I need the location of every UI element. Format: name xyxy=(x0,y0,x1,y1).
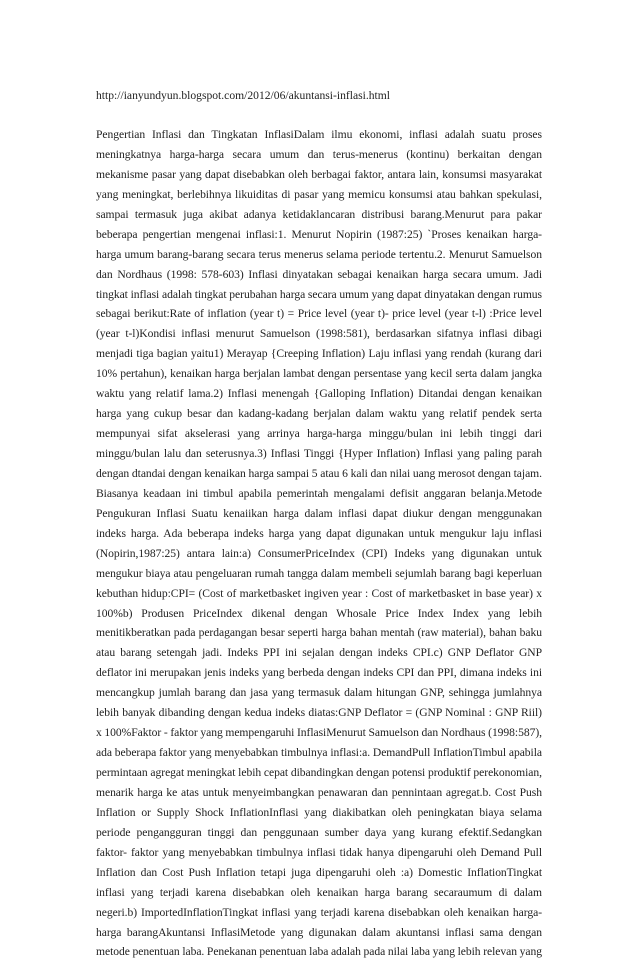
body-paragraph: Pengertian Inflasi dan Tingkatan InflasiDalam ilmu ekonomi, inflasi adalah suatu proses meningkatnya harga-harga secara umum dan terus-menerus (kontinu) berkaitan dengan mekanisme pasar yang dapat disebabkan oleh berbagai faktor, antara lain, konsumsi masyarakat yang meningkat, berlebihnya likuiditas di pasar yang memicu konsumsi atau bahkan spekulasi, sampai termasuk juga akibat adanya ketidaklancaran distribusi barang.Menurut para pakar beberapa pengertian mengenai inflasi:1. Menurut Nopirin (1987:25) `Proses kenaikan harga-harga umum barang-barang secara terus menerus selama periode tertentu.2. Menurut Samuelson dan Nordhaus (1998: 578-603) Inflasi dinyatakan sebagai kenaikan harga secara umum. Jadi tingkat inflasi adalah tingkat perubahan harga secara umum yang dapat dinyatakan dengan rumus sebagai berikut:Rate of inflation (year t) = Price level (year t)- price level (year t-l) :Price level (year t-l)Kondisi inflasi menurut Samuelson (1998:581), berdasarkan sifatnya inflasi dibagi menjadi tiga bagian yaitu1) Merayap {Creeping Inflation) Laju inflasi yang rendah (kurang dari 10% pertahun), kenaikan harga berjalan lambat dengan persentase yang kecil serta dalam jangka waktu yang relatif lama.2) Inflasi menengah {Galloping Inflation) Ditandai dengan kenaikan harga yang cukup besar dan kadang-kadang berjalan dalam waktu yang relatif pendek serta mempunyai sifat akselerasi yang arrinya harga-harga minggu/bulan ini lebih tinggi dari minggu/bulan lalu dan seterusnya.3) Inflasi Tinggi {Hyper Inflation) Inflasi yang paling parah dengan dtandai dengan kenaikan harga sampai 5 atau 6 kali dan nilai uang merosot dengan tajam. Biasanya keadaan ini timbul apabila pemerintah mengalami defisit anggaran belanja.Metode Pengukuran Inflasi Suatu kenaiikan harga dalam inflasi dapat diukur dengan menggunakan indeks harga. Ada beberapa indeks harga yang dapat digunakan untuk mengukur laju inflasi (Nopirin,1987:25) antara lain:a) ConsumerPriceIndex (CPI) Indeks yang digunakan untuk mengukur biaya atau pengeluaran rumah tangga dalam membeli sejumlah barang bagi keperluan kebuthan hidup:CPI= (Cost of marketbasket ingiven year : Cost of marketbasket in base year) x 100%b) Produsen PriceIndex dikenal dengan Whosale Price Index Index yang lebih menitikberatkan pada perdagangan besar seperti harga bahan mentah (raw material), bahan baku atau barang setengah jadi. Indeks PPI ini sejalan dengan indeks CPI.c) GNP Deflator GNP deflator ini merupakan jenis indeks yang berbeda dengan indeks CPI dan PPI, dimana indeks ini mencangkup jumlah barang dan jasa yang termasuk dalam hitungan GNP, sehingga jumlahnya lebih banyak dibanding dengan kedua indeks diatas:GNP Deflator = (GNP Nominal : GNP Riil) x 100%Faktor - faktor yang mempengaruhi InflasiMenurut Samuelson dan Nordhaus (1998:587), ada beberapa faktor yang menyebabkan timbulnya inflasi:a. DemandPull InflationTimbul apabila permintaan agregat meningkat lebih cepat dibandingkan dengan potensi produktif perekonomian, menarik harga ke atas untuk menyeimbangkan penawaran dan pennintaan agregat.b. Cost Push Inflation or Supply Shock InflationInflasi yang diakibatkan oleh peningkatan biaya selama periode pengangguran tinggi dan penggunaan sumber daya yang kurang efektif.Sedangkan faktor- faktor yang menyebabkan timbulnya inflasi tidak hanya dipengaruhi oleh Demand Pull Inflation dan Cost Push Inflation tetapi juga dipengaruhi oleh :a) Domestic InflationTingkat inflasi yang terjadi karena disebabkan oleh kenaikan harga barang secaraumum di dalam negeri.b) ImportedInflationTingkat inflasi yang terjadi karena disebabkan oleh kenaikan harga-harga barangAkuntansi InflasiMetode yang digunakan dalam akuntansi inflasi sama dengan metode penentuan laba. Penekanan penentuan laba adalah pada nilai laba yang lebih relevan yang xyxy=(96,128,542,959)
source-url: http://ianyundyun.blogspot.com/2012/06/akuntansi-inflasi.html xyxy=(96,89,391,102)
